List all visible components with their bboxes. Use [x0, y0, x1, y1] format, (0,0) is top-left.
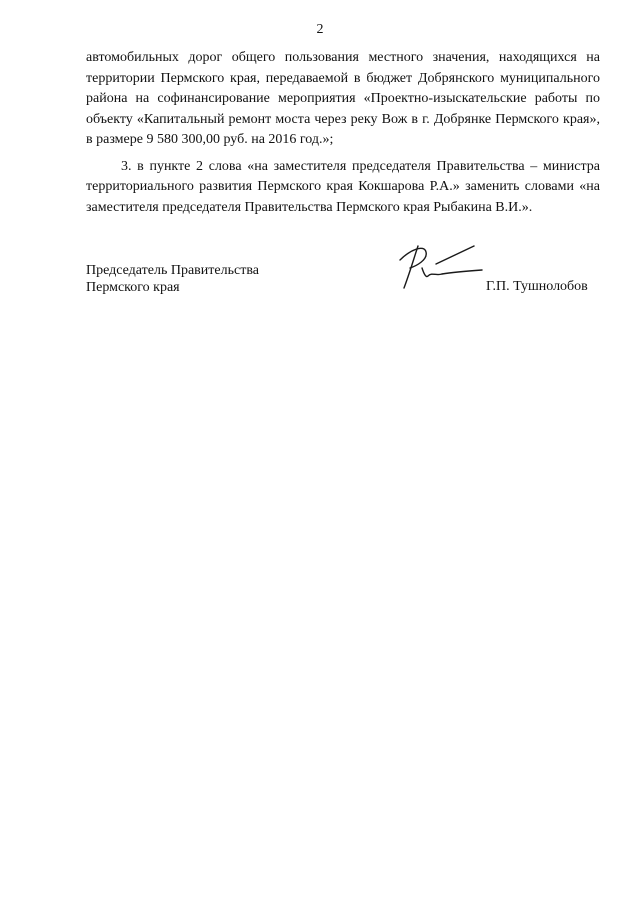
signer-title-line-2: Пермского края [86, 280, 180, 295]
signer-title-line-1: Председатель Правительства [86, 263, 259, 278]
signer-title [86, 262, 259, 296]
signer-name: Г.П. Тушнолобов [486, 279, 588, 294]
page-number: 2 [316, 22, 324, 37]
paragraph-item-3: 3. в пункте 2 слова «на заместителя председателя Правительства – министра территориального развития Пермского края Кокшарова Р.А.» заменить словами «на заместителя председателя Правительства Пермского края Рыбакина В.И.». [86, 158, 600, 215]
paragraph-continuation: автомобильных дорог общего пользования местного значения, находящихся на территории Пермского края, передаваемой в бюджет Добрянского муниципального района на софинансирование мероприятия «Проектно-изыскательские работы по объекту «Капитальный ремонт моста через реку Вож в г. Добрянке Пермского края», в размере 9 580 300,00 руб. на 2016 год.»; [86, 50, 600, 147]
handwritten-signature [396, 238, 488, 298]
document-body [86, 48, 600, 218]
